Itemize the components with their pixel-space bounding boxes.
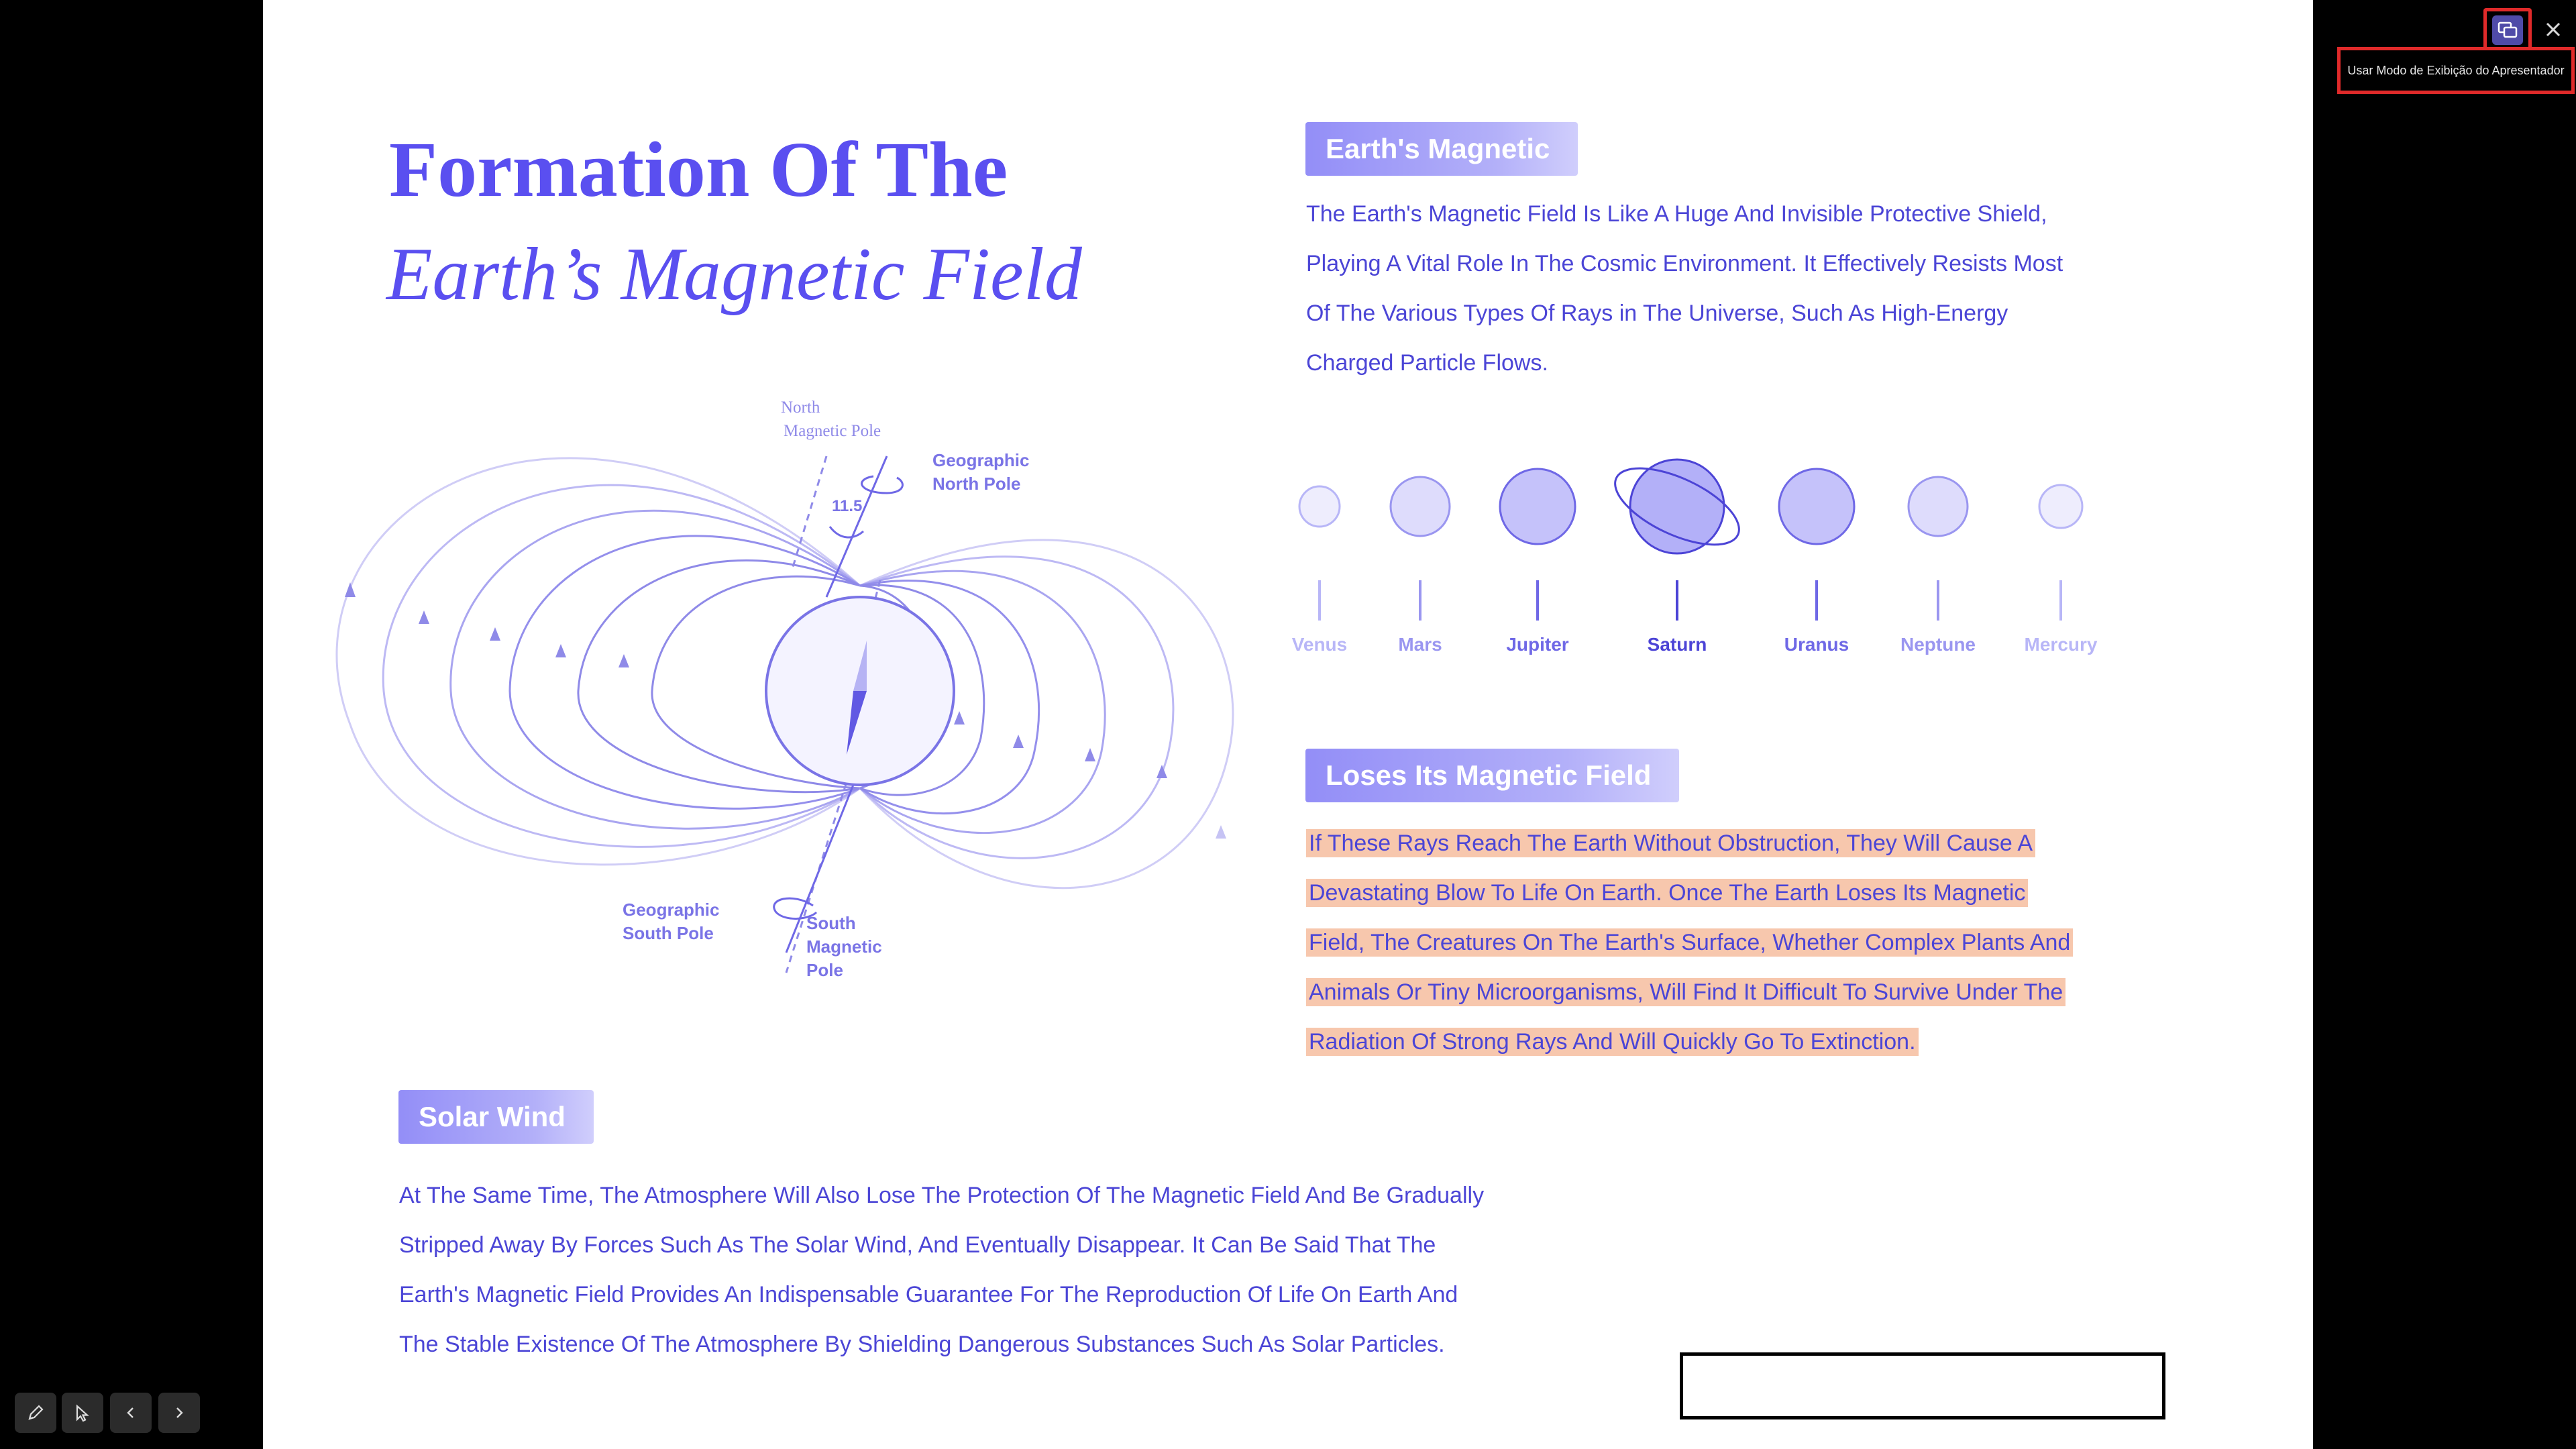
loses-magnetic-heading: Loses Its Magnetic Field <box>1305 749 1679 802</box>
planet-label: Jupiter <box>1506 634 1569 655</box>
geo-north-label-1: Geographic <box>932 450 1030 470</box>
pointer-icon <box>72 1403 93 1423</box>
title-line2: Earth’s Magnetic Field <box>386 233 1082 316</box>
close-button[interactable] <box>2534 11 2572 48</box>
presenter-view-button[interactable] <box>2483 8 2532 52</box>
south-magnetic-label-3: Pole <box>806 960 843 980</box>
planet-label: Mercury <box>2024 634 2098 655</box>
slide <box>263 0 2313 1449</box>
magnetic-field-diagram <box>330 376 1256 1000</box>
loses-magnetic-paragraph <box>1306 818 2073 1067</box>
pen-icon <box>25 1403 46 1423</box>
paragraph-line: At The Same Time, The Atmosphere Will Also Lose The Protection Of The Magnetic Field And Be Gradually <box>399 1183 1485 1208</box>
geo-south-label-1: Geographic <box>623 900 720 920</box>
planet-mars <box>1391 477 1450 536</box>
planet-label: Venus <box>1291 634 1348 655</box>
empty-text-box[interactable] <box>1680 1352 2165 1419</box>
next-slide-button[interactable] <box>158 1393 200 1433</box>
earths-magnetic-paragraph <box>1306 189 2063 388</box>
planet-neptune <box>1909 477 1968 536</box>
earths-magnetic-heading: Earth's Magnetic <box>1305 122 1578 176</box>
planet-jupiter <box>1500 469 1575 544</box>
pointer-button[interactable] <box>62 1393 103 1433</box>
planet-label: Saturn <box>1647 634 1707 655</box>
highlighted-line: Animals Or Tiny Microorganisms, Will Find It Difficult To Survive Under The <box>1306 978 2065 1006</box>
paragraph-line: Earth's Magnetic Field Provides An Indispensable Guarantee For The Reproduction Of Life On Earth And <box>399 1282 1458 1307</box>
planets-row <box>1289 449 2121 671</box>
highlighted-line: Field, The Creatures On The Earth's Surface, Whether Complex Plants And <box>1306 928 2073 957</box>
geo-south-label-2: South Pole <box>623 923 714 943</box>
close-icon <box>2544 21 2562 38</box>
south-magnetic-label-1: South <box>806 913 856 933</box>
planet-label: Mars <box>1398 634 1442 655</box>
paragraph-line: Of The Various Types Of Rays in The Universe, Such As High-Energy <box>1306 301 2008 326</box>
title-line1: Formation Of The <box>389 125 1008 213</box>
presenter-view-tooltip: Usar Modo de Exibição do Apresentador <box>2337 47 2575 94</box>
pen-button[interactable] <box>15 1393 56 1433</box>
solar-wind-paragraph <box>399 1171 1484 1369</box>
highlighted-line: Devastating Blow To Life On Earth. Once The Earth Loses Its Magnetic <box>1306 879 2028 907</box>
paragraph-line: The Stable Existence Of The Atmosphere By Shielding Dangerous Substances Such As Solar Particles. <box>399 1332 1445 1357</box>
south-magnetic-label-2: Magnetic <box>806 936 882 957</box>
north-magnetic-label-2: Magnetic Pole <box>784 422 881 440</box>
paragraph-line: Stripped Away By Forces Such As The Solar Wind, And Eventually Disappear. It Can Be Said That The <box>399 1232 1436 1258</box>
paragraph-line: Charged Particle Flows. <box>1306 350 1548 376</box>
paragraph-line: Playing A Vital Role In The Cosmic Environment. It Effectively Resists Most <box>1306 251 2063 276</box>
planet-saturn <box>1630 460 1724 553</box>
solar-wind-heading: Solar Wind <box>398 1090 594 1144</box>
highlighted-line: If These Rays Reach The Earth Without Obstruction, They Will Cause A <box>1306 829 2035 857</box>
planet-uranus <box>1779 469 1854 544</box>
paragraph-line: The Earth's Magnetic Field Is Like A Huge And Invisible Protective Shield, <box>1306 201 2047 227</box>
north-magnetic-label-1: North <box>781 398 820 417</box>
highlighted-line: Radiation Of Strong Rays And Will Quickly Go To Extinction. <box>1306 1028 1919 1056</box>
chevron-right-icon <box>171 1405 187 1421</box>
geo-north-label-2: North Pole <box>932 474 1021 494</box>
planet-venus <box>1299 486 1340 527</box>
previous-slide-button[interactable] <box>110 1393 152 1433</box>
planet-mercury <box>2039 485 2082 528</box>
planet-label: Neptune <box>1900 634 1976 655</box>
presenter-view-icon <box>2492 15 2523 45</box>
planet-label: Uranus <box>1784 634 1849 655</box>
angle-label: 11.5 <box>832 497 863 515</box>
chevron-left-icon <box>123 1405 139 1421</box>
